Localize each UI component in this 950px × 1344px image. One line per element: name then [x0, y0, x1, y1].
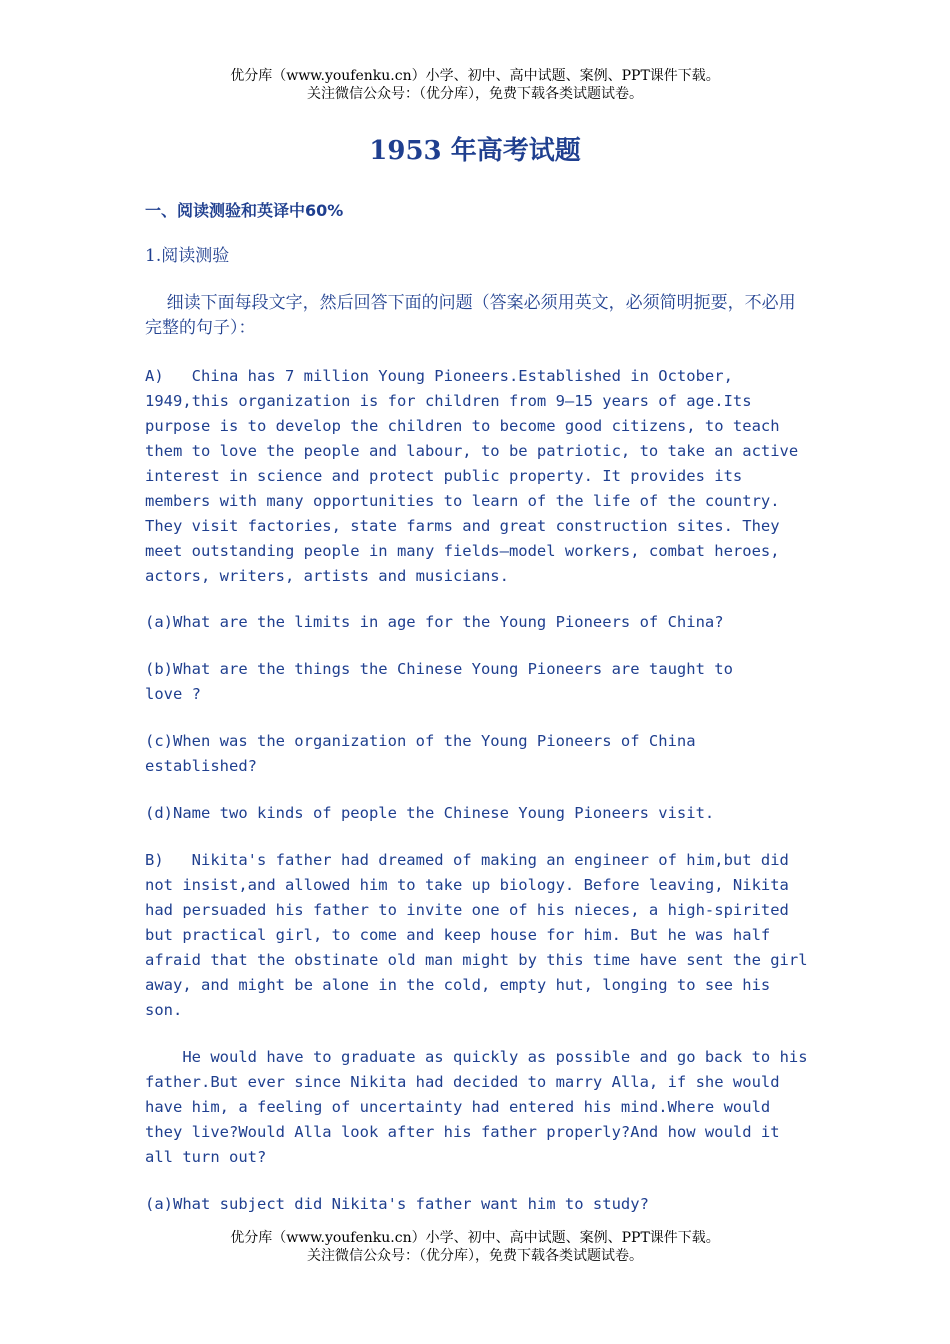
question-b-a: (a)What subject did Nikita's father want him to study? [145, 1195, 649, 1213]
footer-line-1: 优分库（www.youfenku.cn）小学、初中、高中试题、案例、PPT课件下载。 [230, 1230, 720, 1246]
header-line-2: 关注微信公众号：（优分库），免费下载各类试题试卷。 [307, 86, 643, 102]
page-footer [0, 1229, 950, 1265]
subsection-heading: 1.阅读测验 [145, 246, 230, 266]
question-a-b: (b)What are the things the Chinese Young Pioneers are taught to love ? [145, 660, 743, 703]
question-a-c: (c)When was the organization of the Young Pioneers of China established? [145, 732, 705, 775]
passage-b-paragraph-1: B) Nikita's father had dreamed of making an engineer of him,but did not insist,and allowed him to take up biology. Before leaving, Nikita had persuaded his father to invite one of his nieces, a high-spirited but practical girl, to come and keep house for him. But he was half afraid that the obstinate old man might by this time have sent the girl away, and might be alone in the cold, empty hut, longing to see his son. [145, 851, 817, 1019]
page-title: 1953 年高考试题 [369, 136, 581, 166]
question-a-a: (a)What are the limits in age for the Young Pioneers of China? [145, 613, 724, 631]
header-line-1: 优分库（www.youfenku.cn）小学、初中、高中试题、案例、PPT课件下载。 [230, 68, 720, 84]
passage-b-paragraph-2: He would have to graduate as quickly as possible and go back to his father.But ever since Nikita had decided to marry Alla, if she would have him, a feeling of uncertainty had entered his mind.Where would they live?Would Alla look after his father properly?And how would it all turn out? [145, 1048, 817, 1166]
passage-a: A) China has 7 million Young Pioneers.Established in October, 1949,this organization is for children from 9—15 years of age.Its purpose is to develop the children to become good citizens, to teach them to love the people and labour, to be patriotic, to take an active interest in science and protect public property. It provides its members with many opportunities to learn of the life of the country. They visit factories, state farms and great construction sites. They meet outstanding people in many fields—model workers, combat heroes, actors, writers, artists and musicians. [145, 367, 808, 585]
question-a-d: (d)Name two kinds of people the Chinese Young Pioneers visit. [145, 804, 715, 822]
footer-line-2: 关注微信公众号：（优分库），免费下载各类试题试卷。 [307, 1248, 643, 1264]
section-heading: 一、阅读测验和英译中60% [145, 201, 344, 220]
instruction-text: 细读下面每段文字，然后回答下面的问题（答案必须用英文，必须简明扼要，不必用完整的句子）： [145, 293, 796, 338]
page-header [0, 67, 950, 103]
